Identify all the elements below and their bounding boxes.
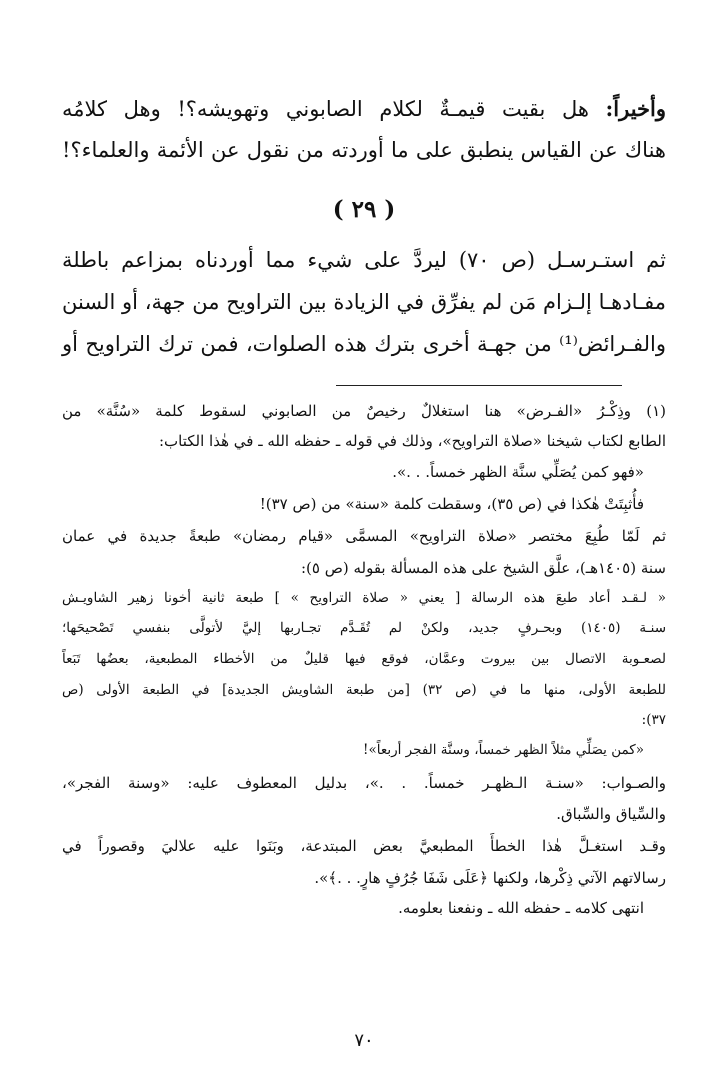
footnote-quote: «كمن يصَلِّي مثلاً الظهر خمساً، وسنَّة الفجر أربعاً»! bbox=[363, 742, 644, 758]
footnote-quote-line: للطبعة الأولى، منها ما في (ص ٣٢) [من طبعة الشاويش الجديدة] في الطبعة الأولى (ص bbox=[62, 682, 667, 698]
footnote-quote-line: « لـقـد أعاد طبعَ هذه الرسالة [ يعني « صلاة التراويح » ] طبعة ثانية أخونا زهير الشاويـش bbox=[62, 590, 666, 606]
footnote-line: رسالاتهم الآتي ذِكْرها، ولكنها ﴿عَلَى شَفَا جُرُفٍ هارٍ. . .﴾». bbox=[314, 869, 666, 887]
footnote-closing: انتهى كلامه ـ حفظه الله ـ ونفعنا بعلومه. bbox=[398, 899, 644, 917]
footnote bbox=[62, 404, 666, 931]
intro-line-text: هل بقيت قيمـةٌ لكلام الصابوني وتهويشه؟! وهل كلامُه bbox=[62, 97, 589, 121]
intro-line bbox=[62, 98, 666, 140]
intro-paragraph bbox=[62, 98, 666, 182]
footnote-quote: «فهو كمن يُصَلِّي سنَّة الظهر خمساً. . .». bbox=[392, 463, 644, 481]
intro-line: هناك عن القياس ينطبق على ما أوردته من نقول عن الأئمة والعلماء؟! bbox=[62, 138, 666, 162]
body-line: مفـادهـا إلـزام مَن لم يفرِّق في الزيادة بين التراويح من جهة، أو السنن bbox=[62, 290, 666, 314]
body-line: ثم استـرسـل (ص ٧٠) ليردَّ على شيء مما أوردناه بمزاعم باطلة bbox=[62, 248, 666, 272]
footnote-line: والسِّياق والسِّباق. bbox=[556, 805, 666, 823]
footnote-line: وقـد استغـلَّ هٰذا الخطأَ المطبعيَّ بعض المبتدعة، وبَنَوا عليه علاليَ وقصوراً في bbox=[62, 837, 666, 855]
section-number-heading: ( ٢٩ ) bbox=[332, 196, 396, 223]
footnote-quote-line: سنـة (١٤٠٥) وبحـرفٍ جديد، ولكنْ لم تُقَـدَّم تجـاربها إليَّ لأتولَّى بنفسي تَصْحيحَها؛ bbox=[62, 620, 666, 636]
footnote-line: ثم لَمّا طُبِعَ مختصر «صلاة التراويح» المسمَّى «قيام رمضان» طبعةً جديدة في عمان bbox=[62, 527, 666, 545]
body-line: والفـرائض⁽¹⁾ من جهـة أخرى بترك هذه الصلوات، فمن ترك التراويح أو bbox=[62, 332, 666, 356]
footnote-quote-line: لصعـوبة الاتصال بين بيروت وعمَّان، فوقع فيها قليلٌ من الأخطاء المطبعية، بعضُها تَبَعاً bbox=[62, 651, 666, 667]
body-paragraph bbox=[62, 250, 666, 376]
footnote-separator bbox=[336, 385, 622, 386]
footnote-line: (١) وذِكْـرُ «الفـرض» هنا استغلالٌ رخيصٌ من الصابوني لسقوط كلمة «سُنَّة» من bbox=[62, 402, 666, 420]
footnote-quote-line: ٣٧): bbox=[641, 712, 666, 728]
footnote-line: الطابع لكتاب شيخنا «صلاة التراويح»، وذلك في قوله ـ حفظه الله ـ في هٰذا الكتاب: bbox=[158, 432, 666, 450]
page-number: ٧٠ bbox=[354, 1030, 374, 1051]
footnote-line: سنة (١٤٠٥هـ)، علَّق الشيخ على هذه المسألة بقوله (ص ٥): bbox=[300, 559, 666, 577]
footnote-line: والصـواب: «سنـة الـظهـر خمساً. . .»، بدليل المعطوف عليه: «وسنة الفجر»، bbox=[62, 774, 666, 792]
footnote-line: فأُثبِتَتْ هٰكذا في (ص ٣٥)، وسقطت كلمة «سنة» من (ص ٣٧)! bbox=[259, 495, 644, 513]
intro-lead-word: وأخيراً: bbox=[605, 96, 666, 121]
